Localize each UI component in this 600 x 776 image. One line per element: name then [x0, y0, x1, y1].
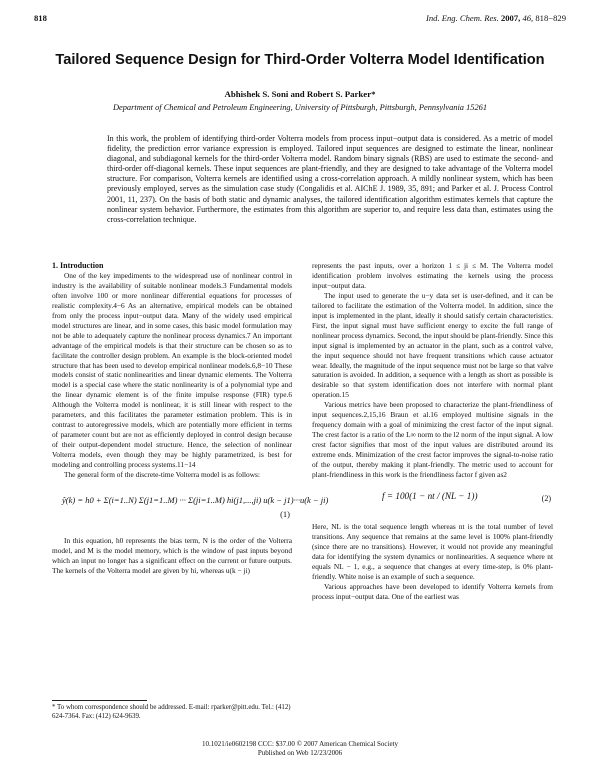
article-title: Tailored Sequence Design for Third-Order Volterra Model Identification — [55, 52, 545, 68]
section-heading: 1. Introduction — [52, 261, 104, 270]
equation-1-formula: ŷ(k) = h0 + Σ(i=1..N) Σ(j1=1..M) ··· Σ(ji=1..M) hi(j1,...,ji) u(k − j1)···u(k − ji) — [62, 494, 329, 505]
journal-pages: 818−829 — [535, 13, 566, 23]
journal-year: 2007, — [500, 13, 521, 23]
right-paragraph-1: represents the past inputs, over a horizon 1 ≤ ji ≤ M. The Volterra model identification problem involves estimating the kernels using the process input−output data. — [312, 261, 553, 290]
author-affiliation: Department of Chemical and Petroleum Engineering, University of Pittsburgh, Pittsburgh, Pennsylvania 15261 — [112, 103, 488, 112]
equation-1-number: (1) — [280, 508, 290, 519]
intro-paragraph-2: The general form of the discrete-time Volterra model is as follows: — [64, 470, 260, 480]
journal-citation — [426, 13, 566, 23]
page-footer — [0, 740, 600, 757]
right-column — [312, 261, 553, 602]
right-paragraph-4: Here, NL is the total sequence length whereas nt is the total number of level transitions. Any sequence that remains at the same level is 100% plant-friendly (since there are no transitions). However, it would not provide any meaningful data for identifying the system dynamics or nonlinearities. A sequence where nt equals NL − 1, e.g., a sequence that changes at every time-step, is 0% plant-friendly. White noise is an example of such a sequence. — [312, 521, 553, 581]
page-number: 818 — [34, 13, 47, 23]
equation-2 — [312, 480, 553, 522]
intro-paragraph-3: In this equation, h0 represents the bias term, N is the order of the Volterra model, and M is the model memory, which is the window of past inputs beyond which an input no longer has a significant effect on the current or future outputs. The kernels of the Volterra model are given by hi, whereas u(k − ji) — [52, 535, 292, 575]
equation-1 — [52, 480, 329, 536]
left-column — [52, 261, 329, 576]
equation-2-number: (2) — [541, 493, 551, 503]
journal-volume: 46, — [522, 13, 534, 23]
abstract: In this work, the problem of identifying third-order Volterra models from process input−output data is considered. As a metric of model fidelity, the prediction error variance expression is employed. Tailored input sequences are designed to estimate the linear, nonlinear diagonal, and subdiagonal kernels for the third-order Volterra model. Random binary signals (RBS) are used to estimate the second- and third-order off-diagonal kernels. These input sequences are plant-friendly, and they are designed to take advantage of the Volterra model structure. For comparison, Volterra kernels are identified using a cross-correlation approach. A mildly nonlinear system, which has been previously employed, serves as the simulation case study (Congalidis et al. AIChE J. 1989, 35, 891; and Parker et al. J. Process Control 2001, 11, 237). On the basis of both static and dynamic analyses, the tailored identification algorithm estimates kernels that capture the nonlinear system behavior. Furthermore, the estimates from this algorithm are superior to, and require less data than, estimates using the cross-correlation technique. — [107, 134, 553, 224]
published-line: Published on Web 12/23/2006 — [257, 748, 343, 757]
intro-paragraph-1: One of the key impediments to the widespread use of nonlinear control in industry is the availability of suitable nonlinear models.3 Fundamental models often involve 100 or more nonlinear differential equations for processes of realistic complexity.4−6 As an alternative, empirical models can be obtained from only the process input−output data. Many of the widely used empirical model structures are linear, and in some cases, this basic model formulation may not be able to adequately capture the nonlinear process dynamics.7 An important advantage of the empirical models is that their structure can be chosen so as to facilitate the controller design problem. An example is the block-oriented model structure that has been used to develop empirical nonlinear models.6,8−10 These models consist of static nonlinearities and linear dynamic elements. The Volterra model is a special case where the static nonlinearity is of a polynomial type and the linear dynamic element is of the finite impulse response (FIR) type.6 Although the Volterra model is nonlinear, it is still linear with respect to the parameters, and this facilitates the parameter estimation problem. This is in contrast to autoregressive models, which are potentially more efficient in terms of parameter count but are not as efficiently deployed in control design because of their output-dependent model structure. Hence, the selection of nonlinear Volterra models, even though they may be highly parametrized, is best for modeling and controlling process systems.11−14 — [52, 270, 292, 470]
right-paragraph-2: The input used to generate the u−y data set is user-defined, and it can be tailored to facilitate the estimation of the Volterra model. In addition, since the input is implemented in the plant, ideally it should satisfy certain characteristics. First, the input signal must have sufficient energy to excite the full range of nonlinear process dynamics. Second, the input should be plant-friendly. Since this input signal is implemented by an actuator in the plant, such as a control valve, the input sequence should not have frequent transitions which cause actuator wear. Ideally, the magnitude of the input sequence must not be large so that valve saturation is avoided. In addition, a sequence with a length as short as possible is desirable so that system identification does not interfere with normal plant operation.15 — [312, 290, 553, 400]
doi-line: 10.1021/ie0602198 CCC: $37.00 © 2007 American Chemical Society — [201, 740, 399, 748]
journal-name: Ind. Eng. Chem. Res. — [426, 13, 499, 23]
article-authors: Abhishek S. Soni and Robert S. Parker* — [224, 89, 376, 99]
equation-2-formula: f = 100(1 − nt / (NL − 1)) — [382, 490, 478, 501]
footnote-divider — [52, 700, 147, 701]
right-paragraph-5: Various approaches have been developed to identify Volterra kernels from process input−output data. One of the earliest was — [312, 581, 553, 601]
right-paragraph-3: Various metrics have been proposed to characterize the plant-friendliness of input sequences.2,15,16 Braun et al.16 employed multisine signals in the frequency domain with a goal of minimizing the crest factor of the input signal. The crest factor is a ratio of the L∞ norm to the l2 norm of the input signal. A low crest factor signifies that most of the input values are distributed around its extreme ends. Minimization of the crest factor improves the signal-to-noise ratio of the output, thereby making it plant-friendly. The metric used to account for plant-friendliness in this work is the friendliness factor f given as2 — [312, 400, 553, 480]
correspondence-footnote: * To whom correspondence should be addressed. E-mail: rparker@pitt.edu. Tel.: (412) 624-7364. Fax: (412) 624-9639. — [52, 704, 291, 720]
running-header — [34, 13, 566, 25]
